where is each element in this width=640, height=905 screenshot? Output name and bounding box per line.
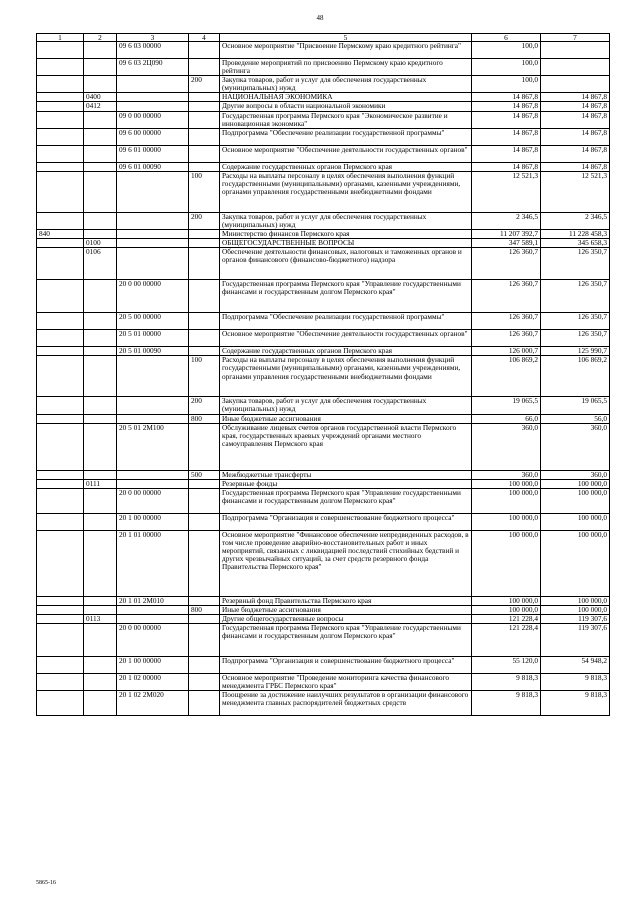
value-col7-cell: 14 867,8 <box>541 111 610 128</box>
item-name-cell: Другие вопросы в области национальной экономики <box>220 102 472 111</box>
item-name-cell: Министерство финансов Пермского края <box>220 230 472 239</box>
code-target-cell <box>117 239 189 248</box>
code-glava-cell <box>37 162 84 171</box>
code-vid-cell: 800 <box>189 414 220 423</box>
value-col6-cell: 106 869,2 <box>472 356 541 397</box>
item-name-cell: Подпрограмма "Обеспечение реализации государственной программы" <box>220 313 472 330</box>
item-name-cell: Обеспечение деятельности финансовых, налоговых и таможенных органов и органов финансового (финансово-бюджетного) надзора <box>220 248 472 280</box>
header-cell: 3 <box>117 34 189 42</box>
code-razdel-cell <box>84 230 117 239</box>
value-col6-cell: 55 120,0 <box>472 657 541 674</box>
value-col6-cell: 126 360,7 <box>472 248 541 280</box>
item-name-cell: Подпрограмма "Обеспечение реализации государственной программы" <box>220 128 472 145</box>
value-col6-cell: 121 228,4 <box>472 624 541 657</box>
code-vid-cell: 800 <box>189 605 220 614</box>
code-target-cell <box>117 470 189 479</box>
value-col7-cell: 100 000,0 <box>541 596 610 605</box>
code-target-cell <box>117 479 189 488</box>
value-col7-cell: 345 658,3 <box>541 239 610 248</box>
code-glava-cell <box>37 488 84 513</box>
item-name-cell: Иные бюджетные ассигнования <box>220 605 472 614</box>
header-cell: 6 <box>472 34 541 42</box>
item-name-cell: Основное мероприятие "Присвоение Пермскому краю кредитного рейтинга" <box>220 42 472 59</box>
code-vid-cell <box>189 657 220 674</box>
code-target-cell: 09 6 03 00000 <box>117 42 189 59</box>
value-col6-cell: 360,0 <box>472 470 541 479</box>
table-row <box>37 414 610 423</box>
code-target-cell: 20 1 00 00000 <box>117 513 189 530</box>
item-name-cell: Содержание государственных органов Пермского края <box>220 347 472 356</box>
code-razdel-cell: 0400 <box>84 93 117 102</box>
table-row <box>37 313 610 330</box>
value-col6-cell: 66,0 <box>472 414 541 423</box>
item-name-cell: Государственная программа Пермского края "Управление государственными финансами и государственным долгом Пермского края" <box>220 280 472 313</box>
code-target-cell: 09 6 01 00000 <box>117 145 189 162</box>
table-row <box>37 102 610 111</box>
value-col7-cell: 54 948,2 <box>541 657 610 674</box>
code-vid-cell <box>189 102 220 111</box>
code-glava-cell <box>37 479 84 488</box>
code-vid-cell <box>189 674 220 691</box>
code-vid-cell <box>189 42 220 59</box>
value-col6-cell: 19 065,5 <box>472 397 541 414</box>
table-row <box>37 488 610 513</box>
value-col7-cell: 56,0 <box>541 414 610 423</box>
footer-code: 5865-16 <box>36 880 56 886</box>
code-glava-cell <box>37 470 84 479</box>
code-razdel-cell <box>84 356 117 397</box>
code-razdel-cell <box>84 605 117 614</box>
code-vid-cell <box>189 596 220 605</box>
value-col7-cell: 125 990,7 <box>541 347 610 356</box>
code-razdel-cell <box>84 397 117 414</box>
code-razdel-cell <box>84 414 117 423</box>
code-vid-cell <box>189 691 220 716</box>
table-row <box>37 347 610 356</box>
code-glava-cell <box>37 624 84 657</box>
code-razdel-cell <box>84 145 117 162</box>
code-glava-cell: 840 <box>37 230 84 239</box>
code-vid-cell <box>189 530 220 596</box>
code-vid-cell <box>189 145 220 162</box>
code-glava-cell <box>37 513 84 530</box>
value-col6-cell: 126 360,7 <box>472 313 541 330</box>
header-cell: 5 <box>220 34 472 42</box>
code-glava-cell <box>37 145 84 162</box>
value-col6-cell: 121 228,4 <box>472 614 541 623</box>
value-col7-cell: 126 350,7 <box>541 280 610 313</box>
value-col7-cell: 126 350,7 <box>541 330 610 347</box>
code-razdel-cell <box>84 624 117 657</box>
item-name-cell: Иные бюджетные ассигнования <box>220 414 472 423</box>
item-name-cell: Основное мероприятие "Обеспечение деятельности государственных органов" <box>220 145 472 162</box>
table-header-row <box>37 34 610 42</box>
table-row <box>37 93 610 102</box>
code-glava-cell <box>37 674 84 691</box>
value-col6-cell: 100 000,0 <box>472 479 541 488</box>
table-row <box>37 513 610 530</box>
value-col7-cell: 119 307,6 <box>541 614 610 623</box>
code-vid-cell: 200 <box>189 397 220 414</box>
code-target-cell <box>117 605 189 614</box>
code-vid-cell: 200 <box>189 76 220 93</box>
header-cell: 2 <box>84 34 117 42</box>
table-row <box>37 624 610 657</box>
budget-table <box>36 33 610 716</box>
code-target-cell <box>117 614 189 623</box>
value-col7-cell: 14 867,8 <box>541 102 610 111</box>
code-vid-cell: 100 <box>189 171 220 212</box>
value-col7-cell <box>541 76 610 93</box>
table-row <box>37 330 610 347</box>
value-col6-cell: 11 207 392,7 <box>472 230 541 239</box>
code-target-cell: 20 1 02 2М020 <box>117 691 189 716</box>
code-vid-cell: 500 <box>189 470 220 479</box>
code-glava-cell <box>37 423 84 470</box>
code-target-cell: 20 5 01 00000 <box>117 330 189 347</box>
item-name-cell: Подпрограмма "Организация и совершенствование бюджетного процесса" <box>220 513 472 530</box>
value-col7-cell: 126 350,7 <box>541 248 610 280</box>
table-row <box>37 356 610 397</box>
value-col7-cell: 106 869,2 <box>541 356 610 397</box>
item-name-cell: Основное мероприятие "Проведение мониторинга качества финансового менеджмента ГРБС Пермского края" <box>220 674 472 691</box>
code-target-cell <box>117 102 189 111</box>
code-vid-cell <box>189 93 220 102</box>
code-target-cell: 09 6 01 00090 <box>117 162 189 171</box>
value-col6-cell: 14 867,8 <box>472 145 541 162</box>
value-col7-cell: 11 228 458,3 <box>541 230 610 239</box>
code-glava-cell <box>37 530 84 596</box>
item-name-cell: Расходы на выплаты персоналу в целях обеспечения выполнения функций государственными (муниципальными) органами, казенными учреждениями, органами управления государственными внебюджетными фондами <box>220 171 472 212</box>
code-glava-cell <box>37 614 84 623</box>
table-row <box>37 397 610 414</box>
table-row <box>37 128 610 145</box>
table-row <box>37 479 610 488</box>
code-target-cell <box>117 248 189 280</box>
code-razdel-cell <box>84 674 117 691</box>
code-vid-cell <box>189 230 220 239</box>
code-glava-cell <box>37 605 84 614</box>
value-col7-cell: 360,0 <box>541 470 610 479</box>
table-row <box>37 530 610 596</box>
value-col7-cell: 100 000,0 <box>541 513 610 530</box>
value-col7-cell: 2 346,5 <box>541 212 610 229</box>
code-razdel-cell: 0111 <box>84 479 117 488</box>
code-target-cell: 09 6 03 2Ц090 <box>117 59 189 76</box>
code-vid-cell <box>189 330 220 347</box>
code-target-cell <box>117 76 189 93</box>
value-col7-cell: 14 867,8 <box>541 128 610 145</box>
code-vid-cell <box>189 347 220 356</box>
header-cell: 1 <box>37 34 84 42</box>
item-name-cell: Государственная программа Пермского края "Управление государственными финансами и государственным долгом Пермского края" <box>220 624 472 657</box>
item-name-cell: Подпрограмма "Организация и совершенствование бюджетного процесса" <box>220 657 472 674</box>
code-target-cell: 20 1 01 00000 <box>117 530 189 596</box>
value-col7-cell: 19 065,5 <box>541 397 610 414</box>
table-row <box>37 239 610 248</box>
code-target-cell: 09 0 00 00000 <box>117 111 189 128</box>
value-col7-cell: 14 867,8 <box>541 93 610 102</box>
code-target-cell <box>117 93 189 102</box>
table-row <box>37 423 610 470</box>
value-col6-cell: 100,0 <box>472 76 541 93</box>
code-vid-cell <box>189 239 220 248</box>
item-name-cell: Закупка товаров, работ и услуг для обеспечения государственных (муниципальных) нужд <box>220 397 472 414</box>
code-razdel-cell <box>84 42 117 59</box>
value-col7-cell: 100 000,0 <box>541 605 610 614</box>
code-vid-cell <box>189 614 220 623</box>
table-row <box>37 59 610 76</box>
code-glava-cell <box>37 330 84 347</box>
code-razdel-cell <box>84 111 117 128</box>
code-target-cell: 20 1 02 00000 <box>117 674 189 691</box>
code-glava-cell <box>37 397 84 414</box>
code-target-cell <box>117 397 189 414</box>
code-vid-cell <box>189 280 220 313</box>
table-row <box>37 162 610 171</box>
code-target-cell: 20 5 00 00000 <box>117 313 189 330</box>
code-razdel-cell <box>84 470 117 479</box>
table-row <box>37 230 610 239</box>
code-razdel-cell <box>84 59 117 76</box>
header-cell: 7 <box>541 34 610 42</box>
code-razdel-cell <box>84 657 117 674</box>
value-col6-cell: 9 818,3 <box>472 691 541 716</box>
value-col6-cell: 100,0 <box>472 59 541 76</box>
code-razdel-cell: 0412 <box>84 102 117 111</box>
value-col7-cell <box>541 42 610 59</box>
code-vid-cell <box>189 313 220 330</box>
header-cell: 4 <box>189 34 220 42</box>
code-target-cell: 20 0 00 00000 <box>117 624 189 657</box>
code-glava-cell <box>37 76 84 93</box>
value-col6-cell: 100 000,0 <box>472 596 541 605</box>
value-col6-cell: 2 346,5 <box>472 212 541 229</box>
value-col6-cell: 360,0 <box>472 423 541 470</box>
table-row <box>37 674 610 691</box>
code-vid-cell <box>189 248 220 280</box>
code-razdel-cell <box>84 691 117 716</box>
value-col6-cell: 126 360,7 <box>472 330 541 347</box>
code-razdel-cell <box>84 280 117 313</box>
table-row <box>37 605 610 614</box>
value-col7-cell: 119 307,6 <box>541 624 610 657</box>
item-name-cell: Основное мероприятие "Финансовое обеспечение непредвиденных расходов, в том числе проведение аварийно-восстановительных работ и иных мероприятий, связанных с ликвидацией последствий стихийных бедствий и других чрезвычайных ситуаций, за счет средств резервного фонда Правительства Пермского края" <box>220 530 472 596</box>
code-vid-cell <box>189 59 220 76</box>
code-glava-cell <box>37 347 84 356</box>
value-col6-cell: 14 867,8 <box>472 102 541 111</box>
value-col6-cell: 347 589,1 <box>472 239 541 248</box>
code-vid-cell <box>189 423 220 470</box>
code-glava-cell <box>37 59 84 76</box>
table-row <box>37 145 610 162</box>
code-glava-cell <box>37 313 84 330</box>
table-row <box>37 596 610 605</box>
code-glava-cell <box>37 691 84 716</box>
value-col6-cell: 14 867,8 <box>472 111 541 128</box>
table-row <box>37 614 610 623</box>
code-razdel-cell <box>84 347 117 356</box>
item-name-cell: Межбюджетные трансферты <box>220 470 472 479</box>
code-vid-cell <box>189 111 220 128</box>
item-name-cell: Закупка товаров, работ и услуг для обеспечения государственных (муниципальных) нужд <box>220 76 472 93</box>
code-glava-cell <box>37 356 84 397</box>
item-name-cell: НАЦИОНАЛЬНАЯ ЭКОНОМИКА <box>220 93 472 102</box>
code-vid-cell <box>189 479 220 488</box>
item-name-cell: Поощрение за достижение наилучших результатов в организации финансового менеджмента главных распорядителей бюджетных средств <box>220 691 472 716</box>
code-vid-cell <box>189 162 220 171</box>
code-target-cell <box>117 356 189 397</box>
value-col7-cell: 126 350,7 <box>541 313 610 330</box>
item-name-cell: Государственная программа Пермского края "Управление государственными финансами и государственным долгом Пермского края" <box>220 488 472 513</box>
item-name-cell: ОБЩЕГОСУДАРСТВЕННЫЕ ВОПРОСЫ <box>220 239 472 248</box>
code-glava-cell <box>37 248 84 280</box>
code-glava-cell <box>37 280 84 313</box>
table-row <box>37 76 610 93</box>
code-glava-cell <box>37 239 84 248</box>
code-target-cell <box>117 212 189 229</box>
code-vid-cell <box>189 488 220 513</box>
code-glava-cell <box>37 111 84 128</box>
value-col6-cell: 100 000,0 <box>472 605 541 614</box>
value-col6-cell: 9 818,3 <box>472 674 541 691</box>
code-razdel-cell: 0113 <box>84 614 117 623</box>
code-vid-cell <box>189 128 220 145</box>
code-razdel-cell <box>84 212 117 229</box>
code-glava-cell <box>37 414 84 423</box>
code-razdel-cell <box>84 513 117 530</box>
value-col6-cell: 14 867,8 <box>472 128 541 145</box>
table-row <box>37 212 610 229</box>
table-row <box>37 280 610 313</box>
value-col7-cell: 9 818,3 <box>541 691 610 716</box>
table-row <box>37 42 610 59</box>
code-target-cell <box>117 414 189 423</box>
value-col7-cell: 100 000,0 <box>541 479 610 488</box>
code-razdel-cell <box>84 128 117 145</box>
table-row <box>37 171 610 212</box>
code-vid-cell <box>189 624 220 657</box>
code-target-cell: 20 5 01 2М100 <box>117 423 189 470</box>
code-razdel-cell <box>84 171 117 212</box>
value-col6-cell: 14 867,8 <box>472 93 541 102</box>
table-row <box>37 691 610 716</box>
code-glava-cell <box>37 128 84 145</box>
code-target-cell <box>117 230 189 239</box>
code-target-cell: 20 1 01 2М010 <box>117 596 189 605</box>
value-col7-cell: 9 818,3 <box>541 674 610 691</box>
item-name-cell: Государственная программа Пермского края "Экономическое развитие и инновационная экономика" <box>220 111 472 128</box>
value-col6-cell: 126 000,7 <box>472 347 541 356</box>
value-col6-cell: 100 000,0 <box>472 513 541 530</box>
item-name-cell: Проведение мероприятий по присвоению Пермскому краю кредитного рейтинга <box>220 59 472 76</box>
code-glava-cell <box>37 171 84 212</box>
code-target-cell: 20 5 01 00090 <box>117 347 189 356</box>
code-razdel-cell <box>84 488 117 513</box>
value-col7-cell: 14 867,8 <box>541 162 610 171</box>
value-col7-cell: 100 000,0 <box>541 530 610 596</box>
item-name-cell: Резервные фонды <box>220 479 472 488</box>
code-target-cell: 09 6 00 00000 <box>117 128 189 145</box>
code-vid-cell: 200 <box>189 212 220 229</box>
code-target-cell: 20 0 00 00000 <box>117 280 189 313</box>
value-col7-cell: 14 867,8 <box>541 145 610 162</box>
table-row <box>37 248 610 280</box>
code-glava-cell <box>37 596 84 605</box>
code-vid-cell: 100 <box>189 356 220 397</box>
code-target-cell: 20 0 00 00000 <box>117 488 189 513</box>
code-razdel-cell: 0100 <box>84 239 117 248</box>
code-target-cell <box>117 171 189 212</box>
item-name-cell: Обслуживание лицевых счетов органов государственной власти Пермского края, государственных краевых учреждений органами местного самоуправления Пермского края <box>220 423 472 470</box>
code-razdel-cell: 0106 <box>84 248 117 280</box>
value-col6-cell: 14 867,8 <box>472 162 541 171</box>
code-razdel-cell <box>84 423 117 470</box>
code-razdel-cell <box>84 330 117 347</box>
code-razdel-cell <box>84 162 117 171</box>
value-col7-cell: 100 000,0 <box>541 488 610 513</box>
item-name-cell: Основное мероприятие "Обеспечение деятельности государственных органов" <box>220 330 472 347</box>
value-col7-cell: 360,0 <box>541 423 610 470</box>
code-razdel-cell <box>84 530 117 596</box>
code-target-cell: 20 1 00 00000 <box>117 657 189 674</box>
value-col6-cell: 100 000,0 <box>472 530 541 596</box>
code-glava-cell <box>37 102 84 111</box>
value-col6-cell: 12 521,3 <box>472 171 541 212</box>
value-col7-cell: 12 521,3 <box>541 171 610 212</box>
code-glava-cell <box>37 212 84 229</box>
page-number: 48 <box>316 14 324 22</box>
code-glava-cell <box>37 657 84 674</box>
table-row <box>37 470 610 479</box>
code-vid-cell <box>189 513 220 530</box>
item-name-cell: Содержание государственных органов Пермского края <box>220 162 472 171</box>
code-razdel-cell <box>84 596 117 605</box>
value-col6-cell: 100 000,0 <box>472 488 541 513</box>
code-glava-cell <box>37 42 84 59</box>
table-row <box>37 657 610 674</box>
table-row <box>37 111 610 128</box>
code-razdel-cell <box>84 76 117 93</box>
item-name-cell: Другие общегосударственные вопросы <box>220 614 472 623</box>
value-col7-cell <box>541 59 610 76</box>
code-glava-cell <box>37 93 84 102</box>
code-razdel-cell <box>84 313 117 330</box>
item-name-cell: Резервный фонд Правительства Пермского края <box>220 596 472 605</box>
item-name-cell: Закупка товаров, работ и услуг для обеспечения государственных (муниципальных) нужд <box>220 212 472 229</box>
value-col6-cell: 100,0 <box>472 42 541 59</box>
item-name-cell: Расходы на выплаты персоналу в целях обеспечения выполнения функций государственными (муниципальными) органами, казенными учреждениями, органами управления государственными внебюджетными фондами <box>220 356 472 397</box>
value-col6-cell: 126 360,7 <box>472 280 541 313</box>
